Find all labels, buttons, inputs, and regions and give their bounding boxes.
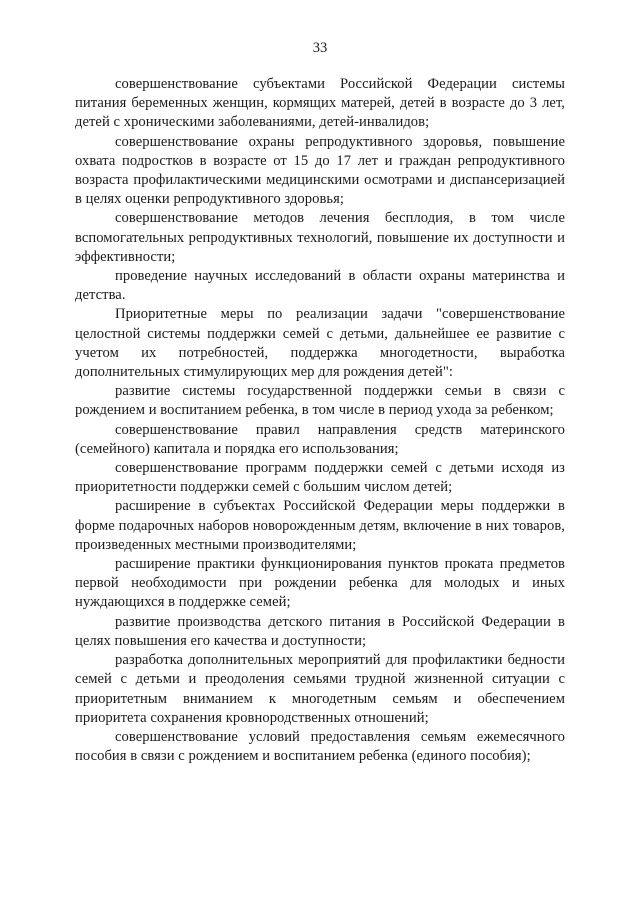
paragraph: развитие производства детского питания в Российской Федерации в целях повышения его качества и доступности; [75, 613, 565, 649]
paragraph: Приоритетные меры по реализации задачи "совершенствование целостной системы поддержки семей с детьми, дальнейшее ее развитие с учетом их потребностей, поддержка многодетности, выработка дополнительных стимулирующих мер для рождения детей": [75, 306, 565, 381]
document-body [75, 75, 565, 766]
paragraph: расширение в субъектах Российской Федерации меры поддержки в форме подарочных наборов новорожденным детям, включение в них товаров, произведенных местными производителями; [75, 498, 565, 553]
paragraph: проведение научных исследований в области охраны материнства и детства. [75, 268, 565, 304]
paragraph: совершенствование охраны репродуктивного здоровья, повышение охвата подростков в возрасте от 15 до 17 лет и граждан репродуктивного возраста профилактическими медицинскими осмотрами и диспансеризацией в целях оценки репродуктивного здоровья; [75, 133, 565, 208]
paragraph: развитие системы государственной поддержки семьи в связи с рождением и воспитанием ребенка, в том числе в период ухода за ребенком; [75, 383, 565, 419]
paragraph: совершенствование условий предоставления семьям ежемесячного пособия в связи с рождением и воспитанием ребенка (единого пособия); [75, 728, 565, 765]
paragraph: совершенствование субъектами Российской Федерации системы питания беременных женщин, кормящих матерей, детей в возрасте до 3 лет, детей с хроническими заболеваниями, детей-инвалидов; [75, 76, 565, 131]
paragraph: совершенствование правил направления средств материнского (семейного) капитала и порядка его использования; [75, 421, 565, 457]
page-number: 33 [312, 40, 328, 56]
paragraph: расширение практики функционирования пунктов проката предметов первой необходимости при рождении ребенка для молодых и иных нуждающихся в поддержке семей; [75, 556, 565, 611]
paragraph: совершенствование программ поддержки семей с детьми исходя из приоритетности поддержки семей с большим числом детей; [75, 460, 565, 496]
paragraph: разработка дополнительных мероприятий для профилактики бедности семей с детьми и преодоления семьями трудной жизненной ситуации с приоритетным вниманием к многодетным семьям и обеспечением приоритета сохранения кровнородственных отношений; [75, 652, 565, 726]
paragraph: совершенствование методов лечения бесплодия, в том числе вспомогательных репродуктивных технологий, повышение их доступности и эффективности; [75, 210, 565, 265]
